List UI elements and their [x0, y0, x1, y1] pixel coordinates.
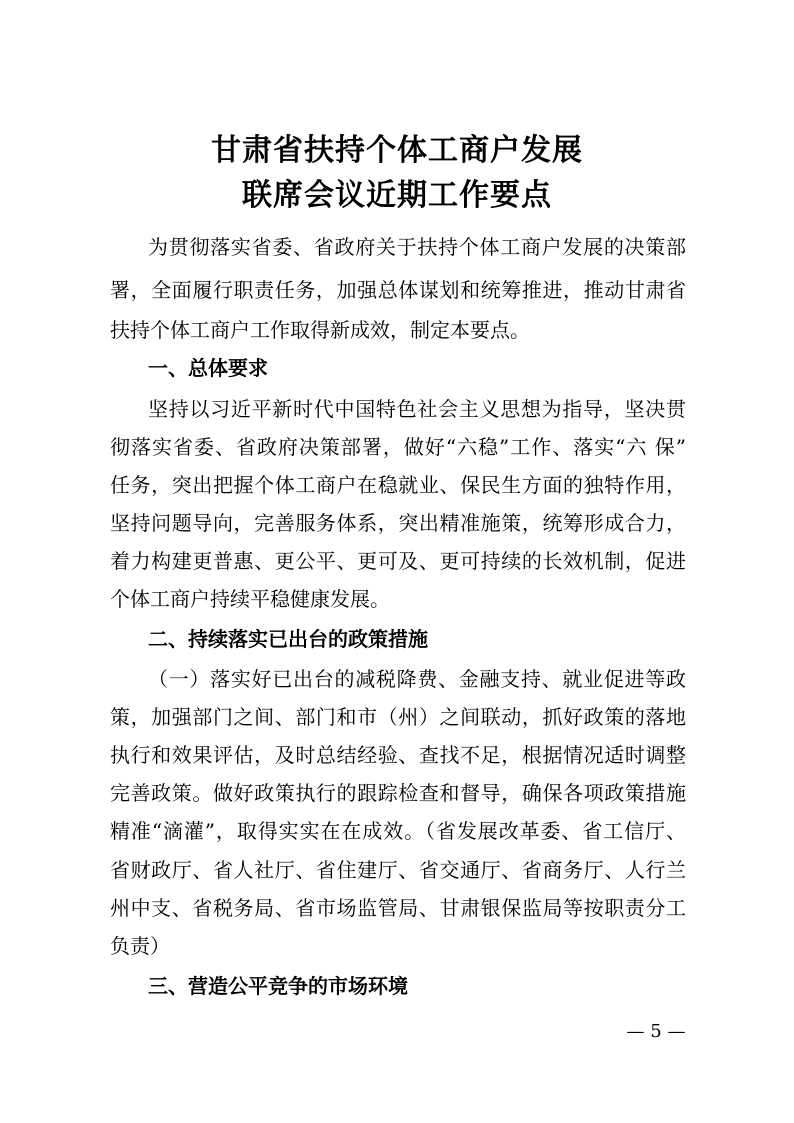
document-title-line-1: 甘肃省扶持个体工商户发展 [211, 133, 583, 169]
text-line: 任务，突出把握个体工商户在稳就业、保民生方面的独特作用， [110, 473, 686, 497]
text-line: 省财政厅、省人社厅、省住建厅、省交通厅、省商务厅、人行兰 [110, 858, 686, 882]
text-line: 个体工商户持续平稳健康发展。 [110, 587, 390, 611]
text-line: 坚持以习近平新时代中国特色社会主义思想为指导，坚决贯 [148, 397, 686, 421]
section-heading-1: 一、总体要求 [148, 356, 268, 380]
text-line: （一）落实好已出台的减税降费、金融支持、就业促进等政 [148, 667, 686, 691]
text-line: 负责） [110, 934, 170, 958]
text-line: 执行和效果评估，及时总结经验、查找不足，根据情况适时调整 [110, 743, 686, 767]
text-line: 扶持个体工商户工作取得新成效，制定本要点。 [110, 318, 530, 342]
page-number: — 5 — [626, 1021, 686, 1042]
section-heading-2: 二、持续落实已出台的政策措施 [148, 627, 428, 651]
text-line: 彻落实省委、省政府决策部署，做好“六稳”工作、落实“六 保” [110, 435, 686, 459]
text-line: 州中支、省税务局、省市场监管局、甘肃银保监局等按职责分工 [110, 896, 686, 920]
text-line: 坚持问题导向，完善服务体系，突出精准施策，统筹形成合力， [110, 511, 686, 535]
text-line: 精准“滴灌”，取得实实在在成效。（省发展改革委、省工信厅、 [110, 819, 686, 843]
text-line: 署，全面履行职责任务，加强总体谋划和统筹推进，推动甘肃省 [110, 278, 686, 302]
text-line: 为贯彻落实省委、省政府关于扶持个体工商户发展的决策部 [148, 235, 686, 259]
document-title-line-2: 联席会议近期工作要点 [242, 178, 552, 214]
text-line: 着力构建更普惠、更公平、更可及、更可持续的长效机制，促进 [110, 549, 686, 573]
text-line: 完善政策。做好政策执行的跟踪检查和督导，确保各项政策措施 [110, 781, 686, 805]
section-heading-3: 三、营造公平竞争的市场环境 [148, 974, 408, 998]
text-line: 策，加强部门之间、部门和市（州）之间联动，抓好政策的落地 [110, 705, 686, 729]
